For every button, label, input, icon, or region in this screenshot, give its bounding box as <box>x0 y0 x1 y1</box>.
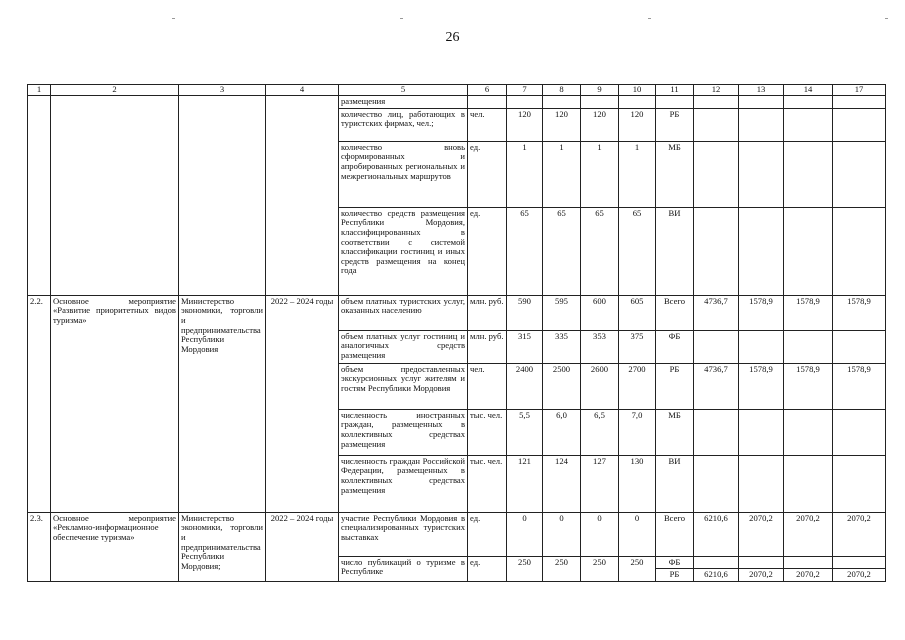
value-cell: 0 <box>581 512 619 556</box>
value-cell: 250 <box>507 556 543 581</box>
value-cell: 120 <box>619 108 656 141</box>
total-cell: 1578,9 <box>833 295 886 330</box>
value-cell: 335 <box>543 330 581 363</box>
indicator-cell: объем платных туристских услуг, оказанных населению <box>339 295 468 330</box>
total-cell <box>694 108 739 141</box>
total-cell <box>739 108 784 141</box>
value-cell: 2500 <box>543 363 581 409</box>
value-cell: 6,5 <box>581 409 619 455</box>
header-cell: 9 <box>581 85 619 96</box>
value-cell: 65 <box>619 207 656 295</box>
value-cell: 124 <box>543 455 581 512</box>
header-cell: 3 <box>179 85 266 96</box>
value-cell: 600 <box>581 295 619 330</box>
total-cell <box>739 330 784 363</box>
value-cell: 5,5 <box>507 409 543 455</box>
value-cell: 65 <box>581 207 619 295</box>
total-cell <box>833 141 886 207</box>
total-cell <box>833 108 886 141</box>
total-cell: 1578,9 <box>784 295 833 330</box>
value-cell: 2400 <box>507 363 543 409</box>
total-cell: 6210,6 <box>694 512 739 556</box>
source-cell: РБ <box>656 108 694 141</box>
total-cell <box>784 556 833 569</box>
total-cell: 1578,9 <box>739 363 784 409</box>
source-cell: МБ <box>656 409 694 455</box>
total-cell <box>694 409 739 455</box>
header-cell: 4 <box>266 85 339 96</box>
total-cell <box>694 141 739 207</box>
source-cell: Всего <box>656 295 694 330</box>
unit-cell: чел. <box>468 108 507 141</box>
value-cell: 65 <box>543 207 581 295</box>
value-cell: 65 <box>507 207 543 295</box>
total-cell: 2070,2 <box>833 569 886 582</box>
table-row <box>28 295 886 330</box>
value-cell: 127 <box>581 455 619 512</box>
header-cell: 11 <box>656 85 694 96</box>
indicator-cell: количество лиц, работающих в туристских фирмах, чел.; <box>339 108 468 141</box>
header-cell: 2 <box>51 85 179 96</box>
indicator-cell: участие Республики Мордовия в специализированных туристских выставках <box>339 512 468 556</box>
total-cell <box>694 556 739 569</box>
header-cell: 13 <box>739 85 784 96</box>
header-cell: 1 <box>28 85 51 96</box>
executor-cell <box>179 96 266 296</box>
unit-cell: ед. <box>468 207 507 295</box>
unit-cell: ед. <box>468 141 507 207</box>
value-cell: 0 <box>543 512 581 556</box>
total-cell <box>833 455 886 512</box>
indicator-cell: объем предоставленных экскурсионных услуг жителям и гостям Республики Мордовия <box>339 363 468 409</box>
total-cell <box>694 96 739 109</box>
header-row <box>28 85 886 96</box>
value-cell <box>543 96 581 109</box>
source-cell <box>656 96 694 109</box>
header-cell: 6 <box>468 85 507 96</box>
value-cell: 250 <box>619 556 656 581</box>
value-cell: 1 <box>619 141 656 207</box>
value-cell: 250 <box>543 556 581 581</box>
value-cell: 605 <box>619 295 656 330</box>
total-cell <box>739 556 784 569</box>
total-cell: 6210,6 <box>694 569 739 582</box>
header-cell: 5 <box>339 85 468 96</box>
total-cell <box>833 207 886 295</box>
indicator-cell: численность граждан Российской Федерации, размещенных в коллективных средствах размещения <box>339 455 468 512</box>
total-cell <box>784 409 833 455</box>
unit-cell: тыс. чел. <box>468 409 507 455</box>
value-cell: 120 <box>507 108 543 141</box>
total-cell <box>739 96 784 109</box>
indicator-cell: число публикаций о туризме в Республике <box>339 556 468 581</box>
value-cell: 6,0 <box>543 409 581 455</box>
source-cell: ФБ <box>656 556 694 569</box>
page-number: 26 <box>445 30 460 45</box>
source-cell: ВИ <box>656 455 694 512</box>
value-cell: 595 <box>543 295 581 330</box>
indicator-cell: объем платных услуг гостиниц и аналогичных средств размещения <box>339 330 468 363</box>
value-cell: 375 <box>619 330 656 363</box>
source-cell: РБ <box>656 363 694 409</box>
value-cell <box>619 96 656 109</box>
value-cell: 1 <box>507 141 543 207</box>
measure-executor: Министерство экономики, торговли и предпринимательства Республики Мордовия <box>179 295 266 512</box>
table-row <box>28 512 886 556</box>
source-cell: ФБ <box>656 330 694 363</box>
unit-cell: ед. <box>468 512 507 556</box>
period-cell <box>266 96 339 296</box>
total-cell <box>694 330 739 363</box>
header-cell: 14 <box>784 85 833 96</box>
value-cell: 1 <box>543 141 581 207</box>
value-cell: 121 <box>507 455 543 512</box>
source-cell: ВИ <box>656 207 694 295</box>
measure-name: Основное мероприятие «Развитие приоритетных видов туризма» <box>51 295 179 512</box>
indicator-cell: численность иностранных граждан, размещенных в коллективных средствах размещения <box>339 409 468 455</box>
total-cell: 1578,9 <box>739 295 784 330</box>
total-cell <box>694 207 739 295</box>
header-cell: 8 <box>543 85 581 96</box>
table-row <box>28 96 886 109</box>
value-cell <box>507 96 543 109</box>
value-cell: 0 <box>507 512 543 556</box>
header-cell: 10 <box>619 85 656 96</box>
measure-period: 2022 – 2024 годы <box>266 295 339 512</box>
total-cell: 2070,2 <box>739 569 784 582</box>
total-cell <box>784 330 833 363</box>
value-cell: 250 <box>581 556 619 581</box>
value-cell: 0 <box>619 512 656 556</box>
total-cell: 4736,7 <box>694 363 739 409</box>
indicator-cell: размещения <box>339 96 468 109</box>
total-cell <box>784 207 833 295</box>
unit-cell: млн. руб. <box>468 295 507 330</box>
indicator-cell: количество средств размещения Республики Мордовия, классифицированных в соответствии с системой классификации гостиниц и иных средств размещения на конец года <box>339 207 468 295</box>
unit-cell <box>468 96 507 109</box>
total-cell <box>784 455 833 512</box>
name-cell <box>51 96 179 296</box>
total-cell: 1578,9 <box>784 363 833 409</box>
total-cell: 4736,7 <box>694 295 739 330</box>
total-cell <box>833 556 886 569</box>
source-cell: РБ <box>656 569 694 582</box>
num-cell <box>28 96 51 296</box>
header-cell: 7 <box>507 85 543 96</box>
unit-cell: чел. <box>468 363 507 409</box>
total-cell <box>739 141 784 207</box>
header-cell: 12 <box>694 85 739 96</box>
total-cell <box>739 409 784 455</box>
value-cell: 1 <box>581 141 619 207</box>
total-cell <box>784 108 833 141</box>
value-cell: 120 <box>581 108 619 141</box>
unit-cell: млн. руб. <box>468 330 507 363</box>
value-cell: 130 <box>619 455 656 512</box>
measure-number: 2.3. <box>28 512 51 581</box>
value-cell <box>581 96 619 109</box>
unit-cell: тыс. чел. <box>468 455 507 512</box>
value-cell: 315 <box>507 330 543 363</box>
total-cell: 2070,2 <box>784 512 833 556</box>
total-cell <box>784 96 833 109</box>
source-cell: Всего <box>656 512 694 556</box>
measure-name: Основное мероприятие «Рекламно-информационное обеспечение туризма» <box>51 512 179 581</box>
measure-number: 2.2. <box>28 295 51 512</box>
unit-cell: ед. <box>468 556 507 581</box>
value-cell: 120 <box>543 108 581 141</box>
source-cell: МБ <box>656 141 694 207</box>
total-cell <box>833 330 886 363</box>
measure-executor: Министерство экономики, торговли и предпринимательства Республики Мордовия; <box>179 512 266 581</box>
measure-period: 2022 – 2024 годы <box>266 512 339 581</box>
total-cell <box>833 409 886 455</box>
value-cell: 2600 <box>581 363 619 409</box>
total-cell: 2070,2 <box>739 512 784 556</box>
total-cell <box>784 141 833 207</box>
program-table <box>27 84 886 582</box>
total-cell: 2070,2 <box>784 569 833 582</box>
value-cell: 353 <box>581 330 619 363</box>
total-cell <box>694 455 739 512</box>
total-cell <box>739 455 784 512</box>
total-cell <box>833 96 886 109</box>
header-cell: 17 <box>833 85 886 96</box>
value-cell: 590 <box>507 295 543 330</box>
total-cell <box>739 207 784 295</box>
total-cell: 1578,9 <box>833 363 886 409</box>
total-cell: 2070,2 <box>833 512 886 556</box>
value-cell: 7,0 <box>619 409 656 455</box>
indicator-cell: количество вновь сформированных и апробированных региональных и межрегиональных маршрутов <box>339 141 468 207</box>
value-cell: 2700 <box>619 363 656 409</box>
